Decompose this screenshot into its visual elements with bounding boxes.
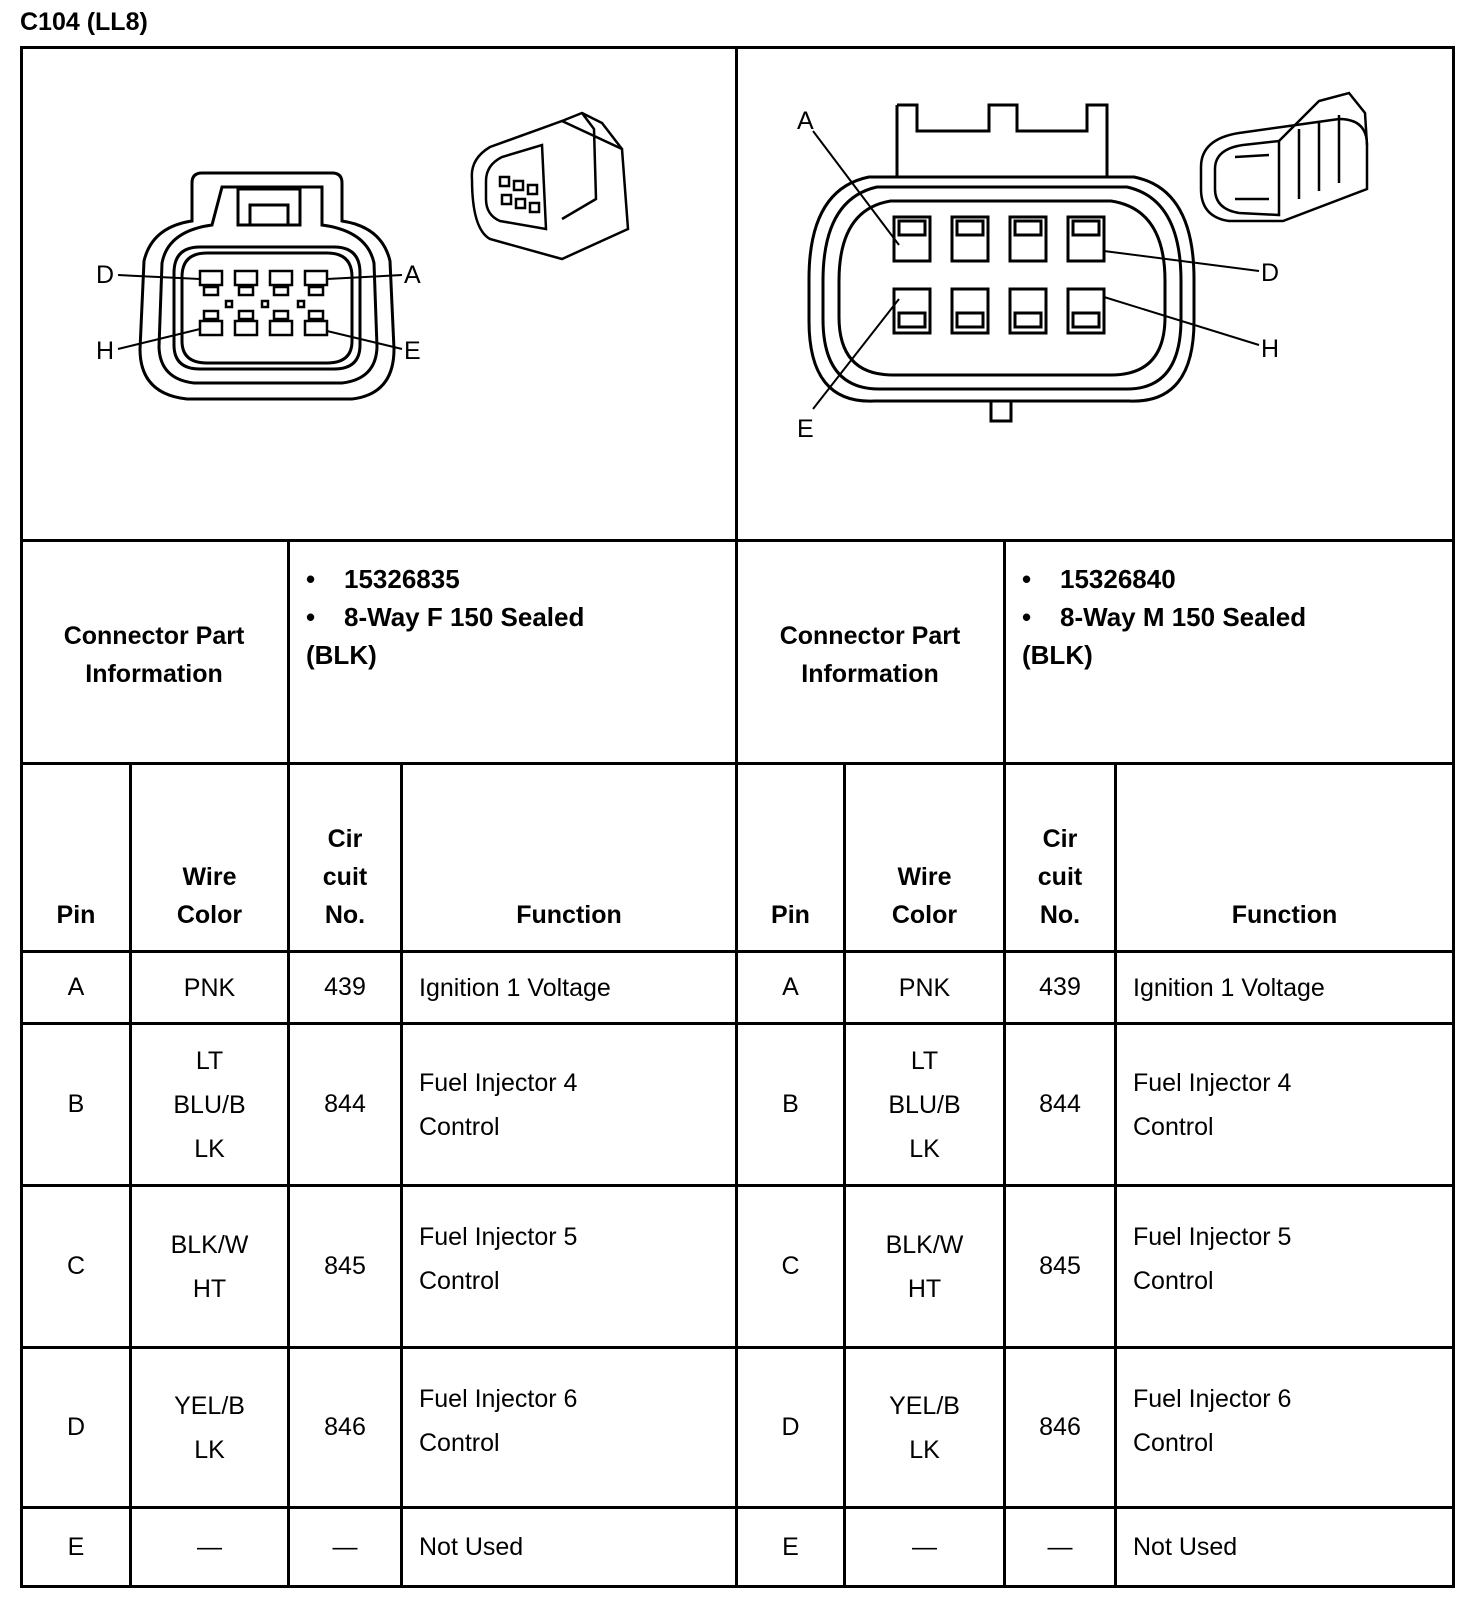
table-cell-pin: C bbox=[781, 1252, 800, 1280]
table-cell-function: Fuel Injector 6 Control bbox=[419, 1385, 578, 1457]
table-cell-circuit: 844 bbox=[324, 1090, 366, 1118]
column-header-circuit-no: Cir cuit No. bbox=[1037, 825, 1083, 929]
column-header-wire-color: Wire Color bbox=[176, 863, 243, 929]
table-cell-circuit: 845 bbox=[324, 1252, 366, 1280]
part-info-list bbox=[306, 560, 726, 674]
column-header-function: Function bbox=[516, 901, 622, 929]
table-cell-function: Fuel Injector 5 Control bbox=[419, 1223, 578, 1295]
diagram-bottom-line bbox=[20, 539, 1455, 542]
callout-label: E bbox=[797, 415, 814, 443]
table-cell-wire-color: LT BLU/B LK bbox=[173, 1046, 246, 1163]
callout-label: A bbox=[404, 261, 421, 289]
table-cell-circuit: 844 bbox=[1039, 1090, 1081, 1118]
table-cell-pin: D bbox=[66, 1413, 86, 1441]
connector-color: (BLK) bbox=[1022, 640, 1093, 670]
table-cell-pin: E bbox=[67, 1532, 85, 1561]
column-header-circuit-no: Cir cuit No. bbox=[322, 825, 368, 929]
table-cell-circuit: 846 bbox=[324, 1413, 366, 1441]
callout-label: H bbox=[1261, 335, 1280, 363]
callout-label: D bbox=[1261, 259, 1280, 287]
table-cell-wire-color: PNK bbox=[183, 973, 236, 1002]
connector-description: • 8-Way F 150 Sealed bbox=[306, 598, 726, 636]
callout-label: E bbox=[404, 337, 421, 365]
table-cell-wire-color: BLK/W HT bbox=[170, 1230, 249, 1303]
table-cell-function: Fuel Injector 5 Control bbox=[1133, 1223, 1292, 1295]
table-cell-function: Ignition 1 Voltage bbox=[1133, 973, 1325, 1002]
female-connector-thumbnail bbox=[472, 113, 628, 259]
connector-color: (BLK) bbox=[306, 640, 377, 670]
column-header-function: Function bbox=[1231, 901, 1338, 929]
table-cell-circuit: — bbox=[1047, 1532, 1073, 1561]
part-number: • 15326840 bbox=[1022, 560, 1442, 598]
connector-part-info-label: Connector Part Information bbox=[63, 622, 245, 688]
table-cell-pin: C bbox=[66, 1252, 86, 1280]
page-title: C104 (LL8) bbox=[20, 8, 148, 36]
table-cell-circuit: 439 bbox=[324, 973, 366, 1001]
table-cell-wire-color: — bbox=[912, 1532, 937, 1561]
callout-label: A bbox=[797, 107, 814, 135]
table-cell-pin: B bbox=[67, 1090, 85, 1118]
table-cell-circuit: 845 bbox=[1039, 1252, 1081, 1280]
table-cell-wire-color: PNK bbox=[898, 973, 951, 1002]
female-connector-diagram bbox=[22, 49, 734, 538]
table-cell-function: Fuel Injector 6 Control bbox=[1133, 1385, 1292, 1457]
male-connector-thumbnail bbox=[1201, 93, 1367, 221]
part-info-list bbox=[1022, 560, 1442, 674]
table-cell-function: Fuel Injector 4 Control bbox=[419, 1068, 578, 1141]
table-cell-pin: A bbox=[67, 973, 85, 1001]
table-cell-wire-color: YEL/B LK bbox=[174, 1391, 245, 1464]
table-cell-wire-color: — bbox=[197, 1532, 222, 1561]
connector-part-info-label: Connector Part Information bbox=[779, 622, 961, 688]
table-cell-circuit: 439 bbox=[1039, 973, 1081, 1001]
table-cell-pin: E bbox=[782, 1532, 799, 1561]
male-connector-diagram bbox=[739, 49, 1454, 538]
part-number: • 15326835 bbox=[306, 560, 726, 598]
info-divider-left bbox=[287, 539, 290, 762]
info-divider-right bbox=[1003, 539, 1006, 762]
table-cell-wire-color: LT BLU/B LK bbox=[888, 1046, 961, 1163]
table-cell-function: Not Used bbox=[1133, 1532, 1238, 1561]
table-cell-pin: B bbox=[782, 1090, 799, 1118]
column-header-pin: Pin bbox=[56, 901, 96, 929]
table-cell-function: Fuel Injector 4 Control bbox=[1133, 1068, 1292, 1141]
column-header-pin: Pin bbox=[771, 901, 810, 929]
table-cell-function: Ignition 1 Voltage bbox=[419, 973, 611, 1002]
table-cell-wire-color: BLK/W HT bbox=[885, 1230, 964, 1303]
connector-description: • 8-Way M 150 Sealed bbox=[1022, 598, 1442, 636]
column-header-wire-color: Wire Color bbox=[891, 863, 958, 929]
callout-label: H bbox=[96, 337, 115, 365]
table-cell-circuit: 846 bbox=[1039, 1413, 1081, 1441]
table-cell-circuit: — bbox=[332, 1532, 358, 1561]
callout-label: D bbox=[96, 261, 115, 289]
table-cell-pin: D bbox=[781, 1413, 800, 1441]
table-cell-pin: A bbox=[782, 973, 799, 1001]
table-cell-wire-color: YEL/B LK bbox=[889, 1391, 960, 1464]
table-cell-function: Not Used bbox=[419, 1532, 524, 1561]
